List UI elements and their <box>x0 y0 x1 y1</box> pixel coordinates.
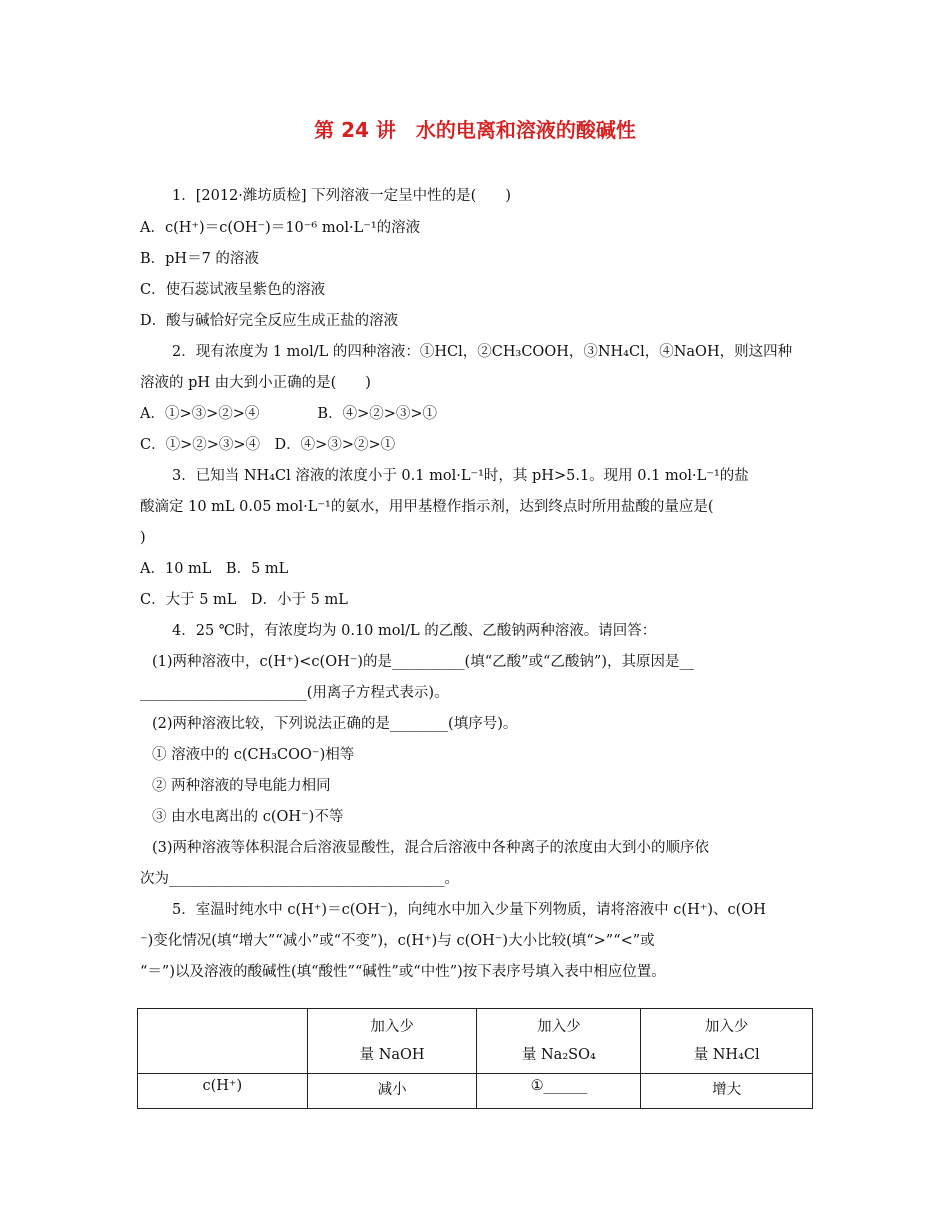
q2-options-cd: C．①>②>③>④ D．④>③>②>① <box>140 437 396 453</box>
q4-part2: (2)两种溶液比较，下列说法正确的是________(填序号)。 <box>152 716 518 732</box>
table-header-cell <box>138 1009 308 1074</box>
q2-stem-line1: 2．现有浓度为 1 mol/L 的四种溶液：①HCl，②CH₃COOH，③NH₄Cl，④NaOH，则这四种 <box>172 344 793 360</box>
q1-option-a: A．c(H⁺)＝c(OH⁻)＝10⁻⁶ mol·L⁻¹的溶液 <box>140 220 421 236</box>
table-header-cell: 加入少 量 NH₄Cl <box>641 1009 813 1074</box>
q1-option-b: B．pH＝7 的溶液 <box>140 251 259 267</box>
q4-option-2: ② 两种溶液的导电能力相同 <box>152 778 331 794</box>
q1-stem: 1．[2012·潍坊质检] 下列溶液一定呈中性的是( ) <box>172 188 511 204</box>
q3-options-cd: C．大于 5 mL D．小于 5 mL <box>140 592 348 608</box>
q4-part3-line1: (3)两种溶液等体积混合后溶液显酸性，混合后溶液中各种离子的浓度由大到小的顺序依 <box>152 840 710 856</box>
table-header-row <box>138 1009 813 1074</box>
table-header-cell: 加入少 量 Na₂SO₄ <box>477 1009 641 1074</box>
q3-options-ab: A．10 mL B．5 mL <box>140 561 289 577</box>
q5-line3: “＝”)以及溶液的酸碱性(填“酸性”“碱性”或“中性”)按下表序号填入表中相应位置。 <box>140 964 666 980</box>
q4-stem: 4．25 ℃时，有浓度均为 0.10 mol/L 的乙酸、乙酸钠两种溶液。请回答： <box>172 623 657 639</box>
table-cell: ①______ <box>477 1074 641 1109</box>
q3-stem-line1: 3．已知当 NH₄Cl 溶液的浓度小于 0.1 mol·L⁻¹时，其 pH>5.1。现用 0.1 mol·L⁻¹的盐 <box>172 468 749 484</box>
q2-stem-line2: 溶液的 pH 由大到小正确的是( ) <box>140 375 371 391</box>
page-title: 第 24 讲 水的电离和溶液的酸碱性 <box>314 118 636 142</box>
q2-options-ab: A．①>③>②>④ B．④>②>③>① <box>140 406 438 422</box>
q3-stem-line3: ) <box>140 530 146 546</box>
q5-line1: 5．室温时纯水中 c(H⁺)＝c(OH⁻)，向纯水中加入少量下列物质，请将溶液中 c(H⁺)、c(OH <box>172 902 766 918</box>
q1-option-d: D．酸与碱恰好完全反应生成正盐的溶液 <box>140 313 399 329</box>
table-cell: 减小 <box>307 1074 477 1109</box>
q4-part1-line2: _______________________(用离子方程式表示)。 <box>140 685 449 701</box>
q5-line2: ⁻)变化情况(填“增大”“减小”或“不变”)，c(H⁺)与 c(OH⁻)大小比较(填“>”“<”或 <box>140 933 655 949</box>
q4-part3-line2: 次为______________________________________。 <box>140 871 459 887</box>
q3-stem-line2: 酸滴定 10 mL 0.05 mol·L⁻¹的氨水，用甲基橙作指示剂，达到终点时所用盐酸的量应是( <box>140 499 714 515</box>
q4-option-1: ① 溶液中的 c(CH₃COO⁻)相等 <box>152 747 355 763</box>
table-cell: 增大 <box>641 1074 813 1109</box>
table-cell: c(H⁺) <box>138 1074 308 1109</box>
table-row <box>138 1074 813 1109</box>
answer-table <box>137 1008 813 1109</box>
q1-option-c: C．使石蕊试液呈紫色的溶液 <box>140 282 326 298</box>
q4-option-3: ③ 由水电离出的 c(OH⁻)不等 <box>152 809 344 825</box>
q4-part1-line1: (1)两种溶液中，c(H⁺)<c(OH⁻)的是__________(填“乙酸”或“乙酸钠”)，其原因是__ <box>152 654 695 670</box>
table-header-cell: 加入少 量 NaOH <box>307 1009 477 1074</box>
